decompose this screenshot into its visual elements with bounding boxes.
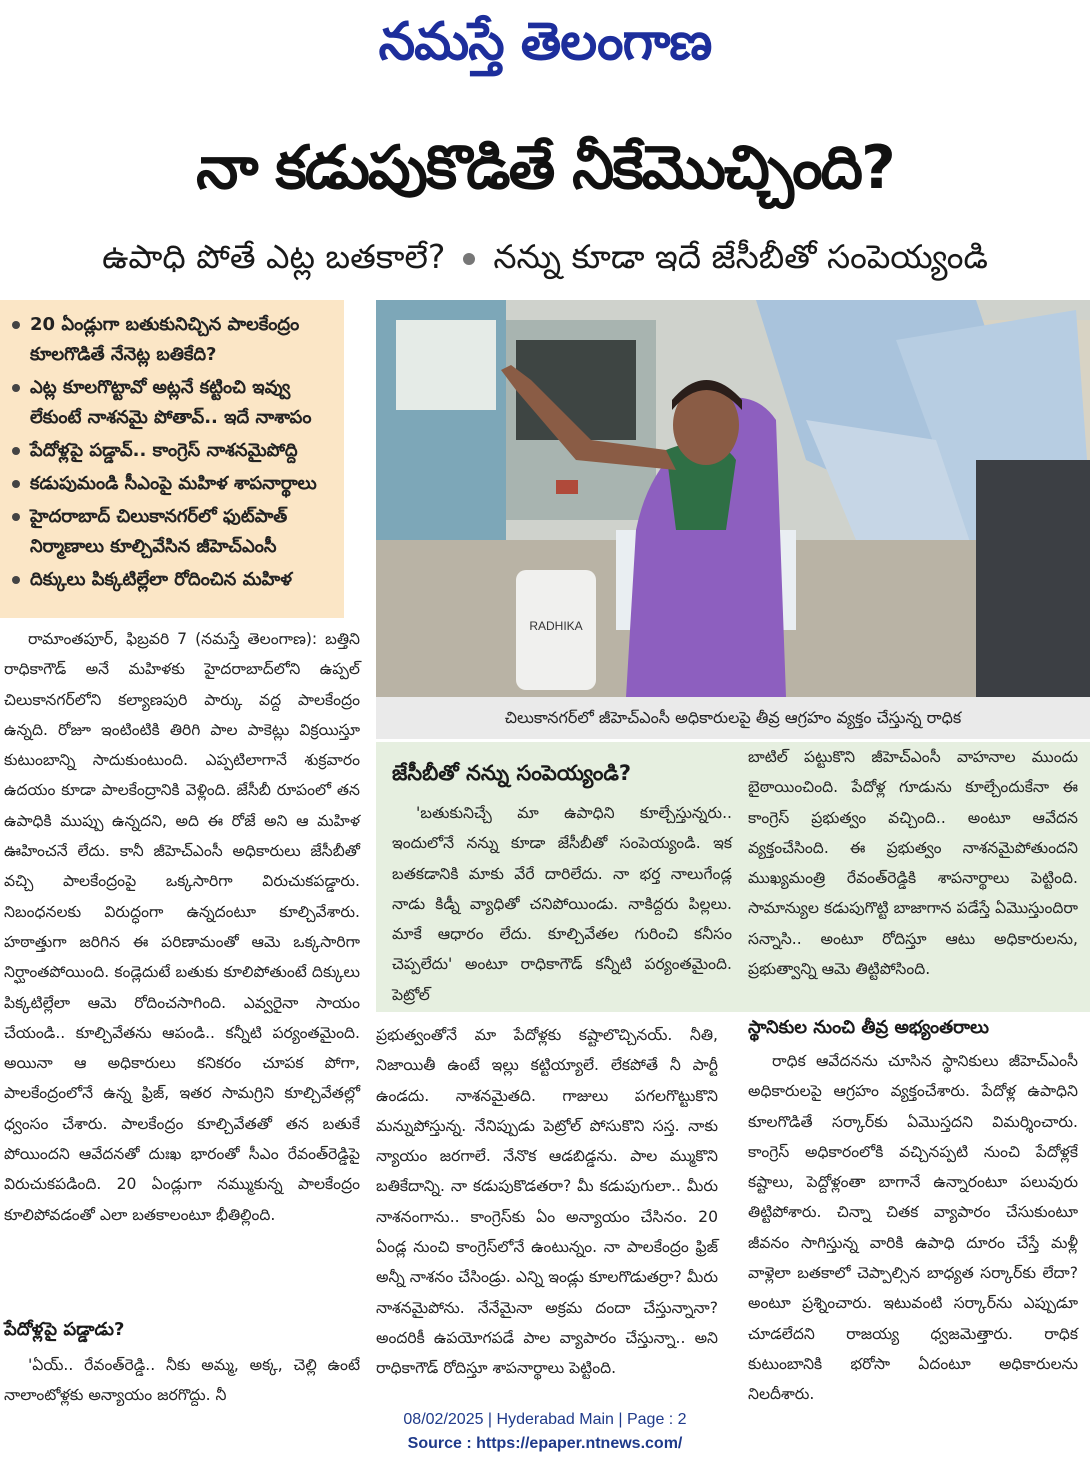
article-col3: రాధిక ఆవేదనను చూసిన స్థానికులు జీహెచ్ఎంసీ అధికారులపై ఆగ్రహం వ్యక్తంచేశారు. పేదోళ్ల ఉపాధిని కూలగొడితే సర్కార్‌కు ఏమొస్తదని విమర్శించారు. కాంగ్రెస్ అధికారంలోకి వచ్చినప్పటి నుంచి పేదోళ్లకే కష్టాలు, పెద్దోళ్లంతా బాగానే ఉన్నారంటూ పలువురు తిట్టిపోశారు. చిన్నా చితక వ్యాపారం చేసుకుంటూ జీవనం సాగిస్తున్న వారికి ఉపాధి దూరం చేస్తే మళ్లీ వాళ్లెలా బతకాలో చెప్పాల్సిన బాధ్యత సర్కార్‌కు లేదా? అంటూ ప్రశ్నించారు. ఇటువంటి సర్కార్‌ను ఎప్పుడూ చూడలేదని రాజయ్య ధ్వజమెత్తారు. రాధిక కుటుంబానికి భరోసా ఏదంటూ అధికారులను నిలదీశారు. xyxy=(748,1052,1078,1404)
highlight-item: ఎట్ల కూలగొట్టావో అట్లనే కట్టించి ఇవ్వు లేకుంటే నాశనమై పోతావ్.. ఇదే నాశాపం xyxy=(10,373,336,433)
footer-date-edition: 08/02/2025 | Hyderabad Main | Page : 2 xyxy=(403,1411,687,1428)
quote-box-right: బాటిల్ పట్టుకొని జీహెచ్ఎంసీ వాహనాల ముందు బైఠాయించింది. పేదోళ్ల గూడును కూల్చేందుకేనా ఈ కాంగ్రెస్ ప్రభుత్వం వచ్చింది.. అంటూ ఆవేదన వ్యక్తంచేసింది. ఈ ప్రభుత్వం నాశనమైపోతుందని ముఖ్యమంత్రి రేవంత్‌రెడ్డికి శాపనార్థాలు పెట్టింది. సామాన్యుల కడుపుగొట్టి బాజాగాన పడేస్తే ఏమొస్తుందిరా సన్నాసి.. అంటూ రోదిస్తూ ఆటు అధికారులను, ప్రభుత్వాన్ని ఆమె తిట్టిపోసింది. xyxy=(748,748,1078,979)
highlight-item: పేదోళ్లపై పడ్డావ్.. కాంగ్రెస్ నాశనమైపోద్ది xyxy=(10,436,336,466)
highlight-item: 20 ఏండ్లుగా బతుకునిచ్చిన పాలకేంద్రం కూలగొడితే నేనెట్ల బతికేది? xyxy=(10,310,336,370)
news-photo xyxy=(376,300,1090,697)
highlight-item: హైదరాబాద్ చిలుకానగర్‌లో ఫుట్‌పాత్ నిర్మాణాలు కూల్చివేసిన జీహెచ్ఎంసీ xyxy=(10,502,336,562)
subhead-left: ఉపాధి పోతే ఎట్ల బతకాలే? xyxy=(102,237,446,276)
quote-box-heading: జేసీబీతో నన్ను సంపెయ్యండి? xyxy=(392,761,632,785)
article-subhead-2: స్థానికుల నుంచి తీవ్ర అభ్యంతరాలు xyxy=(748,1017,990,1038)
photo-illustration xyxy=(376,300,1090,697)
article-subhead-1: పేదోళ్లపై పడ్డాడు? xyxy=(4,1319,125,1340)
photo-sign-1: RADHIKA xyxy=(529,619,583,633)
article-col1 xyxy=(4,624,360,1230)
footer-source-link[interactable]: Source : https://epaper.ntnews.com/ xyxy=(407,1435,683,1452)
headline: నా కడుపుకొడితే నీకేమొచ్చింది? xyxy=(196,133,894,203)
subhead-right: నన్ను కూడా ఇదే జేసీబీతో సంపెయ్యండి xyxy=(493,237,988,276)
article-col2: ప్రభుత్వంతోనే మా పేదోళ్లకు కష్టాలొచ్చినయ్. నీతి, నిజాయితీ ఉంటే ఇల్లు కట్టియ్యాలే. లేకపోతే నీ పార్టీ ఉండదు. నాశనమైతది. గాజులు పగలగొట్టుకొని మన్నుపోస్తున్న. నేనిప్పుడు పెట్రోల్ పోసుకొని సస్త. నాకు న్యాయం జరగాలే. నేనొక ఆడబిడ్డను. పాల మ్ముకొని బతికేదాన్ని. నా కడుపుకొడతరా? మీ కడుపుగులా.. మీరు నాశనంగాను.. కాంగ్రెస్‌కు ఏం అన్యాయం చేసినం. 20 ఏండ్ల నుంచి కాంగ్రెస్‌లోనే ఉంటున్నం. నా పాలకేంద్రం ఫ్రిజ్ అన్నీ నాశనం చేసిండ్రు. ఎన్ని ఇండ్లు కూలగొడుతర్రా? మీరు నాశనమైపోను. నేనేమైనా అక్రమ దందా చేస్తున్నానా? అందరికీ ఉపయోగపడే పాల వ్యాపారం చేస్తున్నా.. అని రాధికాగౌడ్ రోదిస్తూ శాపనార్థాలు పెట్టింది. xyxy=(376,1026,718,1378)
highlights-box xyxy=(0,300,344,618)
masthead-logo: నమస్తే తెలంగాణ xyxy=(378,12,712,72)
subheadline xyxy=(0,232,1090,282)
article-lead: రామాంతపూర్, ఫిబ్రవరి 7 (నమస్తే తెలంగాణ): బత్తిని రాధికాగౌడ్ అనే మహిళకు హైదరాబాద్‌లోని ఉప్పల్ చిలుకానగర్‌లోని కల్యాణపురి పార్కు వద్ద పాలకేంద్రం ఉన్నది. రోజూ ఇంటింటికి తిరిగి పాల పాకెట్లు విక్రయిస్తూ కుటుంబాన్ని సాదుకుంటుంది. ఎప్పటిలాగానే శుక్రవారం ఉదయం కూడా పాలకేంద్రానికి వెళ్లింది. జేసీబీ రూపంలో తన ఉపాధికి ముప్పు ఉన్నదని, అది ఈ రోజే అని ఆ మహిళ ఊహించనే లేదు. కానీ జీహెచ్ఎంసీ అధికారులు జేసీబీతో వచ్చి పాలకేంద్రంపై ఒక్కసారిగా విరుచుకపడ్డారు. నిబంధనలకు విరుద్ధంగా ఉన్నదంటూ కూల్చివేశారు. హఠాత్తుగా జరిగిన ఈ పరిణామంతో ఆమె ఒక్కసారిగా నిర్ఘాంతపోయింది. కండ్లెదుటే బతుకు కూలిపోతుంటే దిక్కులు పిక్కటిల్లేలా ఆమె రోదించసాగింది. ఎవ్వరైనా సాయం చేయండి.. కూల్చివేతను ఆపండి.. కన్నీటి పర్యంతమైంది. అయినా ఆ అధికారులు కనికరం చూపక పోగా, పాలకేంద్రంలోనే ఉన్న ఫ్రిజ్, ఇతర సామగ్రిని కూల్చివేతల్లో ధ్వంసం చేశారు. పాలకేంద్రం కూల్చివేతతో తన బతుకే పోయిందని ఆవేదనతో దుఃఖ భారంతో సీఎం రేవంత్‌రెడ్డిపై విరుచుకపడింది. 20 ఏండ్లుగా నమ్ముకున్న పాలకేంద్రం కూలిపోవడంతో ఎలా బతకాలంటూ భీతిల్లింది. xyxy=(4,630,360,1224)
page-footer xyxy=(0,1408,1090,1456)
article-col1-cont: 'ఏయ్.. రేవంత్‌రెడ్డి.. నీకు అమ్మ, అక్క, చెల్లి ఉంటే నాలాంటోళ్లకు అన్యాయం జరగొద్దు. నీ xyxy=(4,1356,360,1405)
quote-box-left: 'బతుకునిచ్చే మా ఉపాధిని కూల్చేస్తున్నరు.. ఇందులోనే నన్ను కూడా జేసీబీతో సంపెయ్యండి. ఇక బతకడానికి మాకు వేరే దారిలేదు. నా భర్త నాలుగేండ్ల నాడు కిడ్నీ వ్యాధితో చనిపోయిండు. నాకిద్దరు పిల్లలు. మాకే ఆధారం లేదు. కూల్చివేతల గురించి కనీసం చెప్పలేదు' అంటూ రాధికాగౌడ్ కన్నీటి పర్యంతమైంది. పెట్రోల్ xyxy=(392,804,732,1004)
bullet-icon xyxy=(463,253,475,265)
photo-caption: చిలుకానగర్‌లో జీహెచ్ఎంసీ అధికారులపై తీవ్ర ఆగ్రహం వ్యక్తం చేస్తున్న రాధిక xyxy=(376,697,1090,739)
highlight-item: దిక్కులు పిక్కటిల్లేలా రోదించిన మహిళ xyxy=(10,565,336,595)
highlight-item: కడుపుమండి సీఎంపై మహిళ శాపనార్థాలు xyxy=(10,469,336,499)
